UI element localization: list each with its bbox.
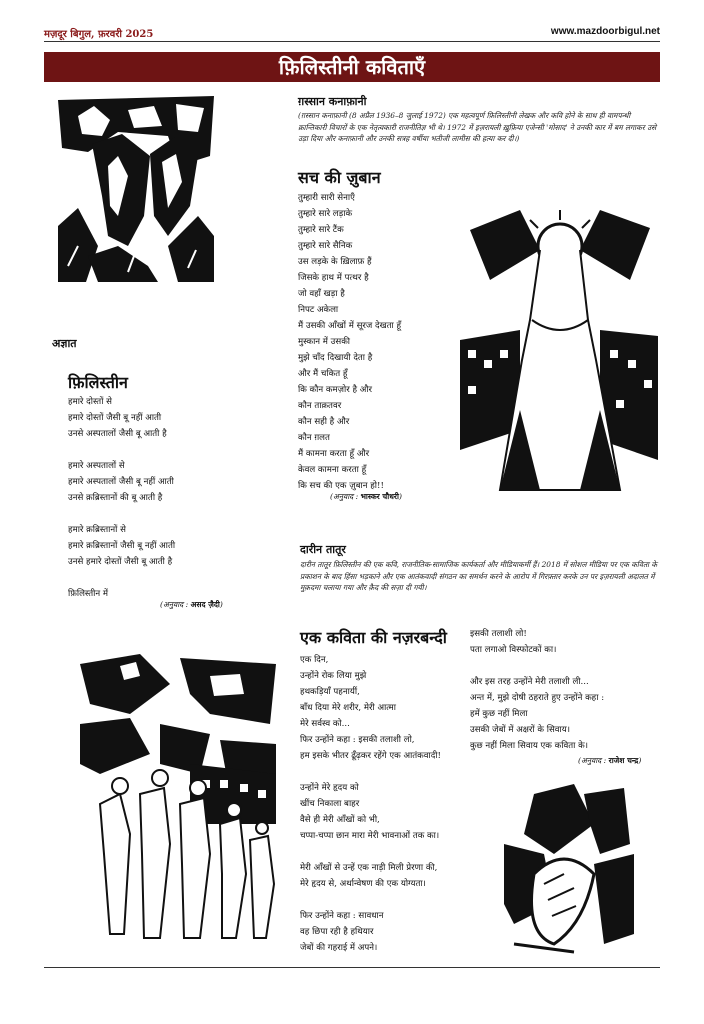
poem-line: कि कौन कमज़ोर है और (298, 385, 373, 395)
poem-detention-col2 (470, 626, 658, 754)
poem-line: बाँध दिया मेरे शरीर, मेरी आत्मा (300, 703, 397, 713)
poem-line: फिर उन्होंने कहा : इसकी तलाशी लो, (300, 735, 415, 745)
website-link[interactable]: www.mazdoorbigul.net (550, 26, 660, 37)
author-unknown: अज्ञात (52, 337, 77, 350)
poem-line: हमारे क़ब्रिस्तानों से (68, 525, 126, 535)
poem-title-palestine: फ़िलिस्तीन (68, 373, 128, 392)
poem-line: मुझे चाँद दिखायी देता है (298, 353, 373, 363)
poem-line: कुछ नहीं मिला सिवाय एक कविता के। (470, 741, 588, 751)
poem-line: निपट अकेला (298, 305, 339, 315)
poem-line: वह छिपा रही है हथियार (300, 927, 374, 937)
translator-name: राजेश चन्द्र (608, 756, 639, 765)
poem-line: केवल कामना करता हूँ (298, 465, 367, 475)
poem-line: उनसे अस्पतालों जैसी बू आती है (68, 429, 167, 439)
translator-credit: (अनुवाद : राजेश चन्द्र) (578, 756, 642, 765)
translator-credit: (अनुवाद : भास्कर चौधरी) (330, 492, 402, 501)
illustration-hand-book (504, 784, 634, 956)
poem-line: कि सच की एक ज़ुबान हो!! (298, 481, 384, 491)
page-title: फ़िलिस्तीनी कविताएँ (44, 52, 660, 82)
poem-line: मैं कामना करता हूँ और (298, 449, 370, 459)
poem-line: हमें कुछ नहीं मिला (470, 709, 528, 719)
poem-line: उनसे क़ब्रिस्तानों की बू आती है (68, 493, 163, 503)
translator-credit: (अनुवाद : असद ज़ैदी) (160, 600, 223, 609)
poem-line: हमारे दोस्तों जैसी बू नहीं आती (68, 413, 162, 423)
poem-line: कौन सही है और (298, 417, 350, 427)
poem-line: वैसे ही मेरी आँखों को भी, (300, 815, 380, 825)
poem-line: कौन ताक़तवर (298, 401, 342, 411)
poem-line: तुम्हारी सारी सेनाएँ (298, 193, 355, 203)
poem-line: और मैं चकित हूँ (298, 369, 348, 379)
poem-truth (298, 190, 458, 494)
poem-line: उन्होंने रोक लिया मुझे (300, 671, 367, 681)
poem-detention-col1 (300, 652, 468, 956)
poem-line: उस लड़के के ख़िलाफ़ हैं (298, 257, 372, 267)
poem-line: मेरे हृदय से, अर्थान्वेषण की एक योग्यता। (300, 879, 426, 889)
poem-line: फ़िलिस्तीन में (68, 589, 109, 599)
poem-line: मेरी आँखों से उन्हें एक नाड़ी मिली प्रेरणा की, (300, 863, 438, 873)
translator-name: भास्कर चौधरी (360, 492, 399, 501)
poem-line: तुम्हारे सारे टैंक (298, 225, 344, 235)
poem-line: चप्पा-चप्पा छान मारा मेरी भावनाओं तक का। (300, 831, 440, 841)
poem-line: हमारे क़ब्रिस्तानों जैसी बू नहीं आती (68, 541, 176, 551)
poem-title-detention: एक कविता की नज़रबन्दी (300, 628, 447, 647)
poem-line: हमारे दोस्तों से (68, 397, 112, 407)
poem-line: खींच निकाला बाहर (300, 799, 360, 809)
poem-line: कौन ग़लत (298, 433, 330, 443)
poem-line: तुम्हारे सारे लड़ाके (298, 209, 353, 219)
translator-name: असद ज़ैदी (190, 600, 220, 609)
author-kanafani: ग़स्सान कनाफ़ानी (298, 95, 367, 108)
poem-line: अन्त में, मुझे दोषी ठहराते हुए उन्होंने कहा : (470, 693, 605, 703)
poem-line: उनसे हमारे दोस्तों जैसी बू आती है (68, 557, 173, 567)
poem-line: हम इसके भीतर ढूँढ़कर रहेंगे एक आतंकवादी! (300, 751, 441, 761)
poem-line: उसकी जेबों में अक्षरों के सिवाय। (470, 725, 571, 735)
poem-line: मुस्कान में उसकी (298, 337, 351, 347)
poem-title-truth: सच की ज़ुबान (298, 168, 381, 187)
author-tatour: दारीन तातूर (300, 543, 346, 556)
poem-line: एक दिन, (300, 655, 329, 665)
illustration-crowd (80, 654, 276, 944)
poem-line: मैं उसकी आँखों में सूरज देखता हूँ (298, 321, 402, 331)
footer-rule (44, 967, 660, 968)
poem-line: मेरे सर्वस्व को... (300, 719, 350, 729)
header-rule (44, 41, 660, 42)
poem-line: इसकी तलाशी लो! (470, 629, 527, 639)
poem-palestine (68, 394, 258, 602)
bio-tatour: दारीन तातूर फ़िलिस्तीन की एक कवि, राजनीतिक-सामाजिक कार्यकर्ता और मीडियाकर्मी हैं। 2018 में सोशल मीडिया पर एक कविता के प्रकाशन के बाद हिंसा भड़काने और एक आतंकवादी संगठन का समर्थन करने के आरोप में गिरफ़्तार करके उन पर इज़रायली अदालत में मुक़दमा चलाया गया और क़ैद की सज़ा दी गयी। (300, 560, 658, 592)
poem-line: जिसके हाथ में पत्थर है (298, 273, 369, 283)
poem-line: जेबों की गहराई में अपने। (300, 943, 378, 953)
poem-line: और इस तरह उन्होंने मेरी तलाशी ली... (470, 677, 589, 687)
poem-line: हमारे अस्पतालों से (68, 461, 125, 471)
poem-line: हथकड़ियाँ पहनायीं, (300, 687, 360, 697)
illustration-raised-hands (58, 96, 214, 282)
poem-line: जो वहाँ खड़ा है (298, 289, 345, 299)
bio-kanafani: (ग़स्सान कनाफ़ानी (8 अप्रैल 1936–8 जुलाई 1972) एक महत्वपूर्ण फ़िलिस्तीनी लेखक और कवि होने के साथ ही वामपन्थी क्रान्तिकारी विचारों के एक नेतृत्वकारी राजनीतिज्ञ भी थे। 1972 में इज़रायली ख़ुफ़िया एजेन्सी 'मोसाद' ने उनकी कार में बम लगाकर उसे उड़ा दिया और कनाफ़ानी और उनकी सत्रह वर्षीया भतीजी लामीस की हत्या कर दी।) (298, 111, 657, 143)
poem-line: हमारे अस्पतालों जैसी बू नहीं आती (68, 477, 174, 487)
illustration-kneeling-figure (460, 210, 658, 498)
poem-line: फिर उन्होंने कहा : सावधान (300, 911, 384, 921)
poem-line: तुम्हारे सारे सैनिक (298, 241, 353, 251)
poem-line: पता लगाओ विस्फोटकों का। (470, 645, 557, 655)
issue-label: मज़दूर बिगुल, फ़रवरी 2025 (44, 29, 154, 40)
poem-line: उन्होंने मेरे हृदय को (300, 783, 359, 793)
